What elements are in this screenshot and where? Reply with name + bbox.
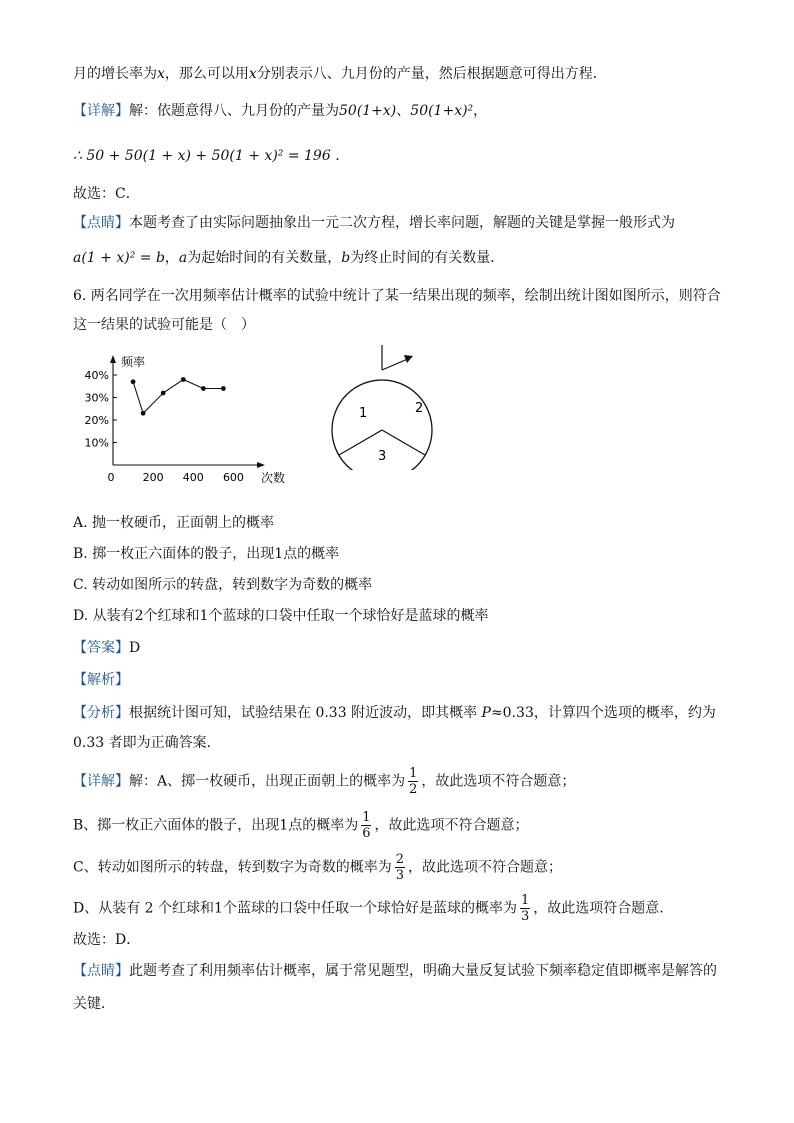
text-line-1: [73, 64, 607, 84]
formula: 50(1+x)²: [410, 103, 474, 119]
text: B、掷一枚正六面体的骰子，出现1点的概率为: [73, 817, 359, 834]
analysis-heading: [73, 670, 129, 690]
denominator: 3: [395, 868, 404, 883]
math-var: b: [341, 250, 351, 266]
denominator: 6: [362, 826, 371, 841]
answer-line-c: 故选：C．: [73, 186, 140, 202]
section-tag: 【详解】: [73, 103, 129, 119]
section-tag: 【点睛】: [73, 963, 129, 979]
spinner-label-3: 3: [378, 449, 387, 464]
analysis-line-1: [73, 703, 716, 723]
data-point: [201, 386, 206, 391]
denominator: 2: [409, 782, 418, 797]
text: ，故此选项不符合题意；: [374, 817, 529, 834]
text: ，故此选项不符合题意；: [408, 859, 562, 876]
text: 分别表示八、九月份的产量，然后根据题意可得出方程．: [256, 66, 607, 82]
text-line-5: [73, 213, 675, 233]
text-line-6: [73, 248, 504, 268]
y-tick-label: 40%: [84, 369, 109, 382]
x-axis-label: 次数: [261, 471, 286, 485]
text: 解：依题意得八、九月份的产量为: [129, 103, 339, 119]
section-tag: 【详解】: [73, 773, 129, 790]
fraction: [408, 766, 418, 797]
y-tick-label: 10%: [84, 436, 109, 450]
text: 根据统计图可知，试验结果在 0.33 附近波动，即其概率: [129, 705, 482, 721]
text: C、转动如图所示的转盘，转到数字为奇数的概率为: [73, 859, 392, 876]
spinner-diagram: [330, 345, 440, 470]
denominator: 3: [520, 909, 530, 924]
math-var: a: [178, 250, 188, 266]
analysis-tag: 【解析】: [73, 672, 129, 688]
formula: a(1 + x)² = b: [73, 250, 165, 266]
math-var: x: [157, 66, 165, 82]
formula: 50(1+x): [339, 103, 397, 119]
y-axis-arrow-icon: [110, 355, 116, 363]
detail-line-a: [73, 766, 575, 797]
spinner-label-2: 2: [415, 401, 424, 416]
option-d: D. 从装有2个红球和1个蓝球的口袋中任取一个球恰好是蓝球的概率: [73, 608, 489, 624]
text: 为终止时间的有关数量．: [350, 250, 505, 266]
text: ，: [164, 250, 179, 266]
section-tag: 【点睛】: [73, 215, 129, 231]
spinner-pointer: [382, 358, 410, 370]
data-point: [131, 379, 136, 384]
text: ，故此选项符合题意．: [533, 900, 674, 917]
fraction: [520, 893, 530, 924]
answer-line: [73, 638, 140, 658]
text-line-2: [73, 101, 487, 121]
numerator: 1: [409, 766, 418, 781]
analysis-line-2: 0.33 者即为正确答案．: [73, 735, 221, 751]
data-point: [181, 377, 186, 382]
y-tick-label: 20%: [84, 414, 109, 427]
text: ，: [473, 103, 488, 119]
question-6-line-1: 6. 两名同学在一次用频率估计概率的试验中统计了某一结果出现的频率，绘制出统计图如图所示，则符合: [73, 288, 721, 304]
x-tick-label: 0: [107, 471, 115, 484]
answer-tag: 【答案】: [73, 640, 129, 656]
text: 月的增长率为: [73, 66, 157, 82]
option-c: C. 转动如图所示的转盘，转到数字为奇数的概率: [73, 577, 373, 593]
text: 本题考查了由实际问题抽象出一元二次方程，增长率问题，解题的关键是掌握一般形式为: [129, 215, 675, 231]
math-var: x: [248, 66, 257, 82]
data-point: [161, 391, 166, 396]
equation-line: [73, 146, 340, 166]
comment-line-1: [73, 961, 717, 981]
x-tick-label: 200: [142, 471, 164, 484]
frequency-line-chart: [80, 348, 290, 490]
detail-line-c: [73, 852, 562, 883]
fraction: [395, 852, 405, 883]
question-6-line-2: 这一结果的试验可能是（ ）: [73, 317, 255, 333]
x-tick-label: 600: [222, 471, 244, 484]
answer-value: D: [129, 640, 141, 656]
numerator: 1: [520, 893, 530, 908]
x-tick-label: 400: [182, 471, 204, 484]
x-axis-arrow-icon: [257, 462, 265, 468]
answer-line-d: 故选：D．: [73, 932, 141, 948]
section-tag: 【分析】: [73, 705, 129, 721]
text: D、从装有 2 个红球和1个蓝球的口袋中任取一个球恰好是蓝球的概率为: [73, 900, 517, 917]
text: 、: [396, 103, 411, 119]
text: ，那么可以用: [164, 66, 249, 82]
fraction: [361, 810, 371, 841]
y-axis-label: 频率: [121, 355, 146, 369]
math-var: P: [481, 705, 491, 721]
data-point: [141, 411, 146, 416]
numerator: 1: [362, 810, 371, 825]
spinner-divider-left: [339, 430, 382, 455]
formula: ∴ 50 + 50(1 + x) + 50(1 + x)² = 196 .: [73, 148, 340, 164]
text: 为起始时间的有关数量，: [187, 250, 342, 266]
text: ，故此选项不符合题意；: [421, 773, 576, 790]
data-point: [221, 386, 226, 391]
detail-line-b: [73, 810, 528, 841]
option-a: A. 抛一枚硬币，正面朝上的概率: [73, 515, 275, 531]
option-b: B. 掷一枚正六面体的骰子，出现1点的概率: [73, 546, 340, 562]
spinner-divider-right: [382, 430, 425, 455]
text: ≈0.33，计算四个选项的概率，约为: [490, 705, 716, 721]
detail-line-d: [73, 893, 673, 924]
spinner-label-1: 1: [359, 406, 368, 421]
text: 此题考查了利用频率估计概率，属于常见题型，明确大量反复试验下频率稳定值即概率是解答的: [129, 963, 717, 979]
series-line: [133, 380, 223, 414]
text: 解：A、掷一枚硬币，出现正面朝上的概率为: [129, 773, 406, 790]
comment-line-2: 关键．: [73, 996, 115, 1012]
numerator: 2: [395, 852, 404, 867]
arrow-head-icon: [404, 355, 413, 363]
y-tick-label: 30%: [84, 391, 109, 405]
